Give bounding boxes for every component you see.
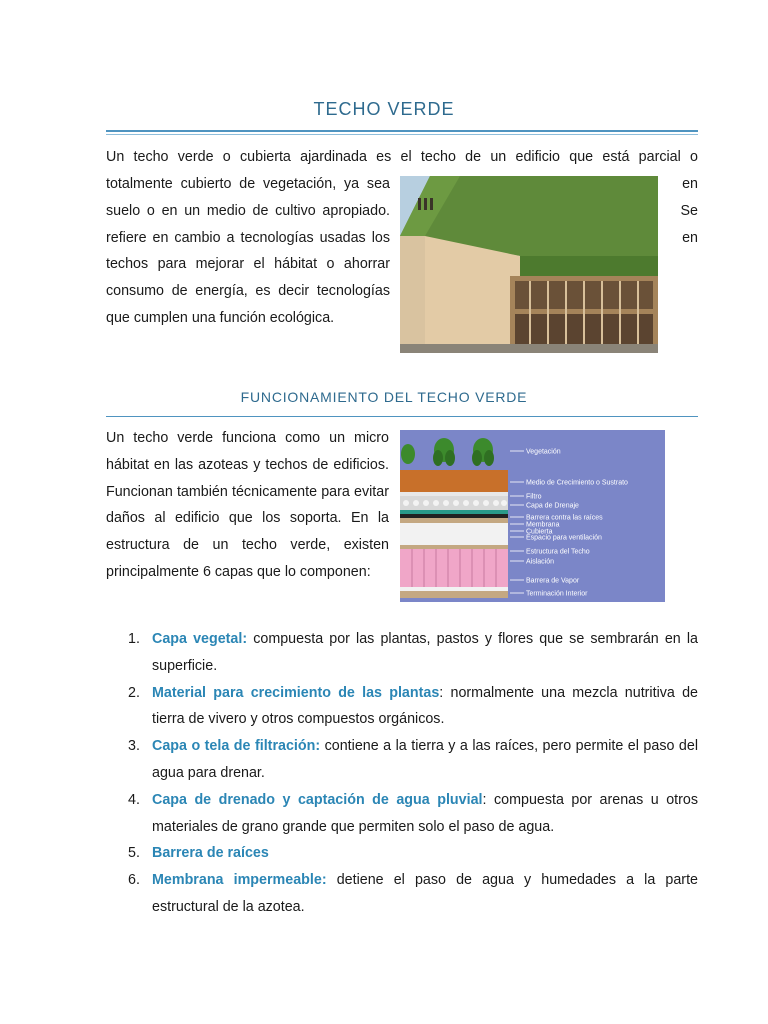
layer-term: Capa de drenado y captación de agua pluvial <box>152 791 483 808</box>
diagram-label: Espacio para ventilación <box>526 534 602 542</box>
layer-term: Capa o tela de filtración: <box>152 738 321 755</box>
layer-description: compuesta por las plantas, pastos y flores que se sembrarán en la superficie. <box>152 631 698 674</box>
title-divider-thin <box>106 134 698 135</box>
diagram-label: Aislación <box>526 558 555 566</box>
layer-description: detiene el paso de agua y humedades a la parte estructural de la azotea. <box>152 872 698 915</box>
list-number: 4. <box>128 791 140 808</box>
list-item <box>106 733 698 787</box>
diagram-label: Barrera contra las raíces <box>526 514 603 522</box>
intro-right-word: en <box>682 176 698 192</box>
diagram-label: Filtro <box>526 493 542 501</box>
green-roof-layers-diagram <box>400 430 665 602</box>
intro-right-word: Se <box>680 202 698 219</box>
intro-right-words <box>676 171 698 251</box>
intro-right-word: en <box>682 229 698 246</box>
list-item <box>106 626 698 680</box>
intro-first-line: Un techo verde o cubierta ajardinada es el techo de un edificio que está parcial o <box>106 149 698 165</box>
list-number: 3. <box>128 738 140 755</box>
intro-paragraph: totalmente cubierto de vegetación, ya sea suelo o en un medio de cultivo apropiado. refiere en cambio a tecnologías usadas los techos para mejorar el hábitat o ahorrar consumo de energía, es decir tecnologías que cumplen una función ecológica. <box>106 176 390 326</box>
diagram-label: Barrera de Vapor <box>526 577 580 585</box>
diagram-label: Medio de Crecimiento o Sustrato <box>526 479 628 487</box>
layer-term: Membrana impermeable: <box>152 872 327 889</box>
diagram-label: Membrana <box>526 521 560 529</box>
section-divider <box>106 416 698 417</box>
list-item <box>106 680 698 734</box>
layer-description: : normalmente una mezcla nutritiva de tierra de vivero y otros compuestos orgánicos. <box>152 684 698 728</box>
page-title: TECHO VERDE <box>313 99 455 119</box>
layers-list <box>106 626 698 921</box>
diagram-label: Vegetación <box>526 448 561 456</box>
title-divider <box>106 130 698 132</box>
layer-description: contiene a la tierra y a las raíces, pero permite el paso del agua para drenar. <box>152 738 698 781</box>
list-number: 5. <box>128 845 140 862</box>
diagram-label: Terminación Interior <box>526 590 588 598</box>
list-item <box>106 867 698 921</box>
list-item <box>106 840 698 867</box>
list-item <box>106 787 698 841</box>
diagram-label: Capa de Drenaje <box>526 502 579 510</box>
list-number: 1. <box>128 631 140 647</box>
layer-term: Capa vegetal: <box>152 631 248 647</box>
layer-term: Barrera de raíces <box>152 845 269 862</box>
list-number: 2. <box>128 684 140 701</box>
green-roof-building-photo <box>400 176 658 353</box>
layer-description: : compuesta por arenas u otros materiales de grano grande que permiten solo el paso de agua. <box>152 791 698 835</box>
layer-term: Material para crecimiento de las plantas <box>152 684 440 701</box>
section-title: FUNCIONAMIENTO DEL TECHO VERDE <box>240 389 528 405</box>
diagram-label: Estructura del Techo <box>526 548 590 556</box>
diagram-label: Cubierta <box>526 528 553 536</box>
function-paragraph: Un techo verde funciona como un micro hábitat en las azoteas y techos de edificios. Funcionan también técnicamente para evitar daños al edificio que los soporta. En la estructura de un techo verde, existen principalmente 6 capas que lo componen: <box>106 430 389 580</box>
list-number: 6. <box>128 872 140 889</box>
